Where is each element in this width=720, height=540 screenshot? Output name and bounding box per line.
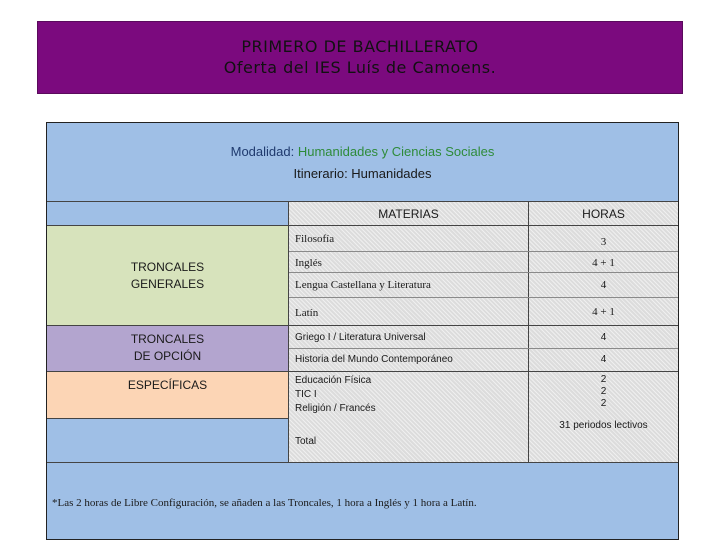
page-title-banner	[37, 21, 683, 94]
group-label: ESPECÍFICAS	[127, 378, 208, 392]
column-header-materias: MATERIAS	[378, 207, 439, 221]
hours-lengua: 4	[600, 279, 607, 291]
subject-historia: Historia del Mundo Contemporáneo	[295, 354, 453, 365]
especificas-hours	[529, 374, 678, 410]
group-especificas	[47, 372, 288, 418]
hours-griego: 4	[600, 332, 607, 343]
modalidad-value: Humanidades y Ciencias Sociales	[297, 144, 495, 159]
subject-griego: Griego I / Literatura Universal	[295, 332, 426, 343]
group-label-line: GENERALES	[130, 277, 205, 291]
group-label-line: TRONCALES	[130, 260, 205, 274]
group-troncales-generales	[47, 226, 288, 325]
group-troncales-opcion	[47, 326, 288, 371]
info-header	[47, 123, 678, 201]
title-line-1: PRIMERO DE BACHILLERATO	[241, 37, 479, 56]
hours-educacion-fisica: 2	[600, 374, 607, 385]
course-offer-table	[46, 122, 679, 540]
subject-ingles: Inglés	[295, 257, 322, 269]
modalidad-label: Modalidad:	[230, 144, 295, 159]
hours-latin: 4 + 1	[592, 306, 615, 318]
footnote-area	[47, 463, 678, 539]
subject-religion-frances: Religión / Francés	[295, 403, 376, 414]
subject-filosofia: Filosofía	[295, 233, 335, 245]
especificas-subjects	[295, 374, 376, 416]
group-label-line: DE OPCIÓN	[133, 349, 202, 363]
column-header-horas: HORAS	[582, 207, 625, 221]
subject-educacion-fisica: Educación Física	[295, 375, 372, 386]
subject-tic: TIC I	[295, 389, 317, 400]
hours-filosofia: 3	[600, 236, 607, 248]
modalidad-line	[47, 144, 678, 159]
total-label: Total	[295, 436, 317, 447]
subject-latin: Latín	[295, 307, 319, 319]
hours-historia: 4	[600, 354, 607, 365]
footnote: *Las 2 horas de Libre Configuración, se añaden a las Troncales, 1 hora a Inglés y 1 hora a Latín.	[52, 497, 477, 509]
itinerario-line: Itinerario: Humanidades	[293, 166, 432, 181]
total-value: 31 periodos lectivos	[559, 420, 648, 431]
hours-religion-frances: 2	[600, 398, 607, 409]
title-line-2: Oferta del IES Luís de Camoens.	[223, 58, 497, 77]
hours-ingles: 4 + 1	[592, 257, 615, 269]
group-label-line: TRONCALES	[130, 332, 205, 346]
subject-lengua: Lengua Castellana y Literatura	[295, 279, 431, 291]
hours-tic: 2	[600, 386, 607, 397]
